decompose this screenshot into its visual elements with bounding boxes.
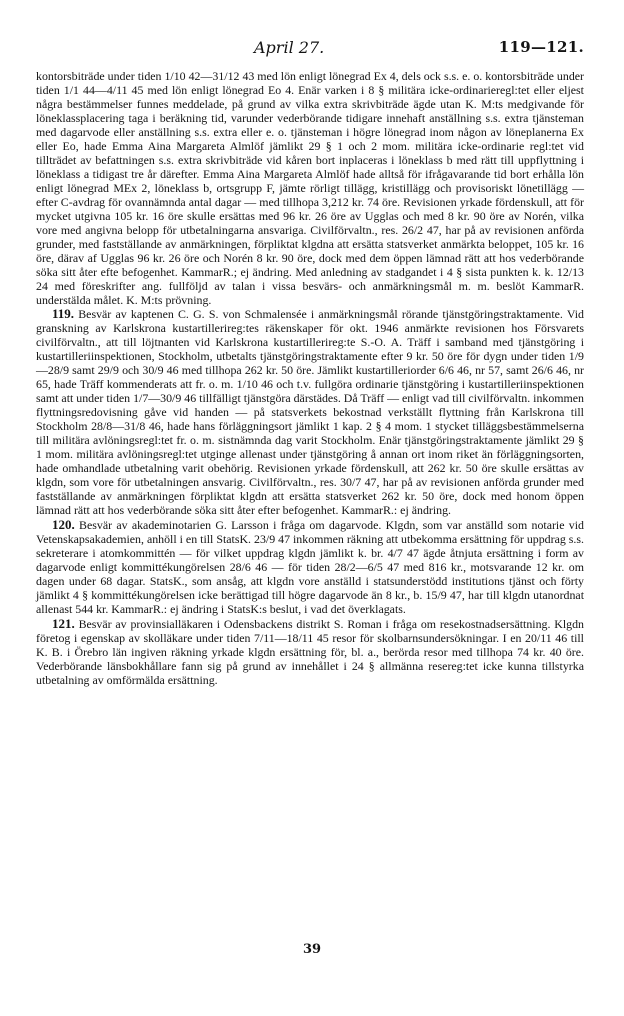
entry-text: Besvär av akademinotarien G. Larsson i fråga om dagarvode. Klgdn, som var anställd som notarie vid Vetenskapsakademien, anhöll i en till StatsK. 23/9 47 inkommen räkning att utbekomma ersättning för uppdrag s.s. sekreterare i atomkommittén — för vilket uppdrag klgdn jämlikt k. br. 4/7 47 ägde åtnjuta ersättning i form av dagarvode enligt kommittékungörelsen 28/6 46 — för tiden 28/2—6/5 47 med 816 kr., motsvarande 12 kr. om dagen under 68 dagar. StatsK., som ansåg, att klgdn vore anställd i statsunderstödd institutions tjänst och förty jämlikt 4 § kommittékungörelsen icke berättigad till högre dagarvode än 8 kr., b. 15/9 47, har till klgdn utanordnat allenast 544 kr. KammarR.: ej ändring i StatsK:s beslut, i vad det överklagats. bbox=[36, 518, 584, 616]
entry-text: Besvär av kaptenen C. G. S. von Schmalensée i anmärkningsmål rörande tjänstgöringstraktamente. Vid granskning av Karlskrona kustartillerireg:tes räkenskaper för okt. 1946 anmärkte revisionen hos Försvarets civilförvaltn., att till löjtnanten vid Karlskrona kustartillerireg:te S.-O. A. Träff i samband med tjänstgöring i kustartilleriinspektionen, Stockholm, utbetalts tjänstgöringstraktamente efter 9 kr. 50 öre för dygn under tiden 1/9—28/9 samt 29/9 och 30/9 46 med tillhopa 262 kr. 50 öre. Jämlikt kustartilleriorder 6/6 46, nr 57, samt 26/6 46, nr 65, hade Träff kommenderats att fr. o. m. 1/10 46 och t.v. fullgöra ordinarie tjänstgöring i kustartilleriinspektionen samt att under tiden 1/7—30/9 46 tillfälligt tjänstgöra därstädes. Då Träff — enligt vad till civilförvaltn. inkommen flyttningsredovisning gåve vid handen — på statsverkets bekostnad verkställt flyttning från Karlskrona till Stockholm 28/8—31/8 46, hade hans förläggningsort jämlikt 1 kap. 2 § 4 mom. 1 stycket tilläggsbestämmelserna till militära avlöningsregl:tet fr. o. m. sistnämnda dag varit Stockholm. Enär tjänstgöringstraktamente jämlikt 29 § 1 mom. militära avlöningsregl:tet utginge allenast under tjänstgöring å annan ort inom riket än förläggningsorten, hade omhandlade utbetalning varit obehörig. Revisionen yrkade fördenskull, att 262 kr. 50 öre skulle ersättas av klgdn, som vore för utbetalningen ansvarig. Civilförvaltn., res. 30/7 47, har på av revisionen anförda grunder med fastställande av anmärkningen förpliktat klgdn att ersätta statsverket 262 kr. 50 öre, dock med honom öppen lämnad rätt att hos vederbörande söka sitt åter efter befogenhet. KammarR.: ej ändring. bbox=[36, 307, 584, 518]
entry-number: 121. bbox=[52, 615, 75, 631]
page-header bbox=[36, 38, 584, 60]
continued-paragraph: kontorsbiträde under tiden 1/10 42—31/12 43 med lön enligt lönegrad Ex 4, dels ock s.s. e. o. kontorsbiträde under tiden 1/1 44—4/11 45 med lön enligt lönegrad Eo 4. Enär varken i 8 § militära icke-ordinarieregl:tet eller eljest några bestämmelser funnes meddelade, på grund av vilka extra skrivbiträde ägde utan K. M:ts medgivande för löneklassplacering taga i beräkning tid, varunder vederbörande tidigare innehaft anställning s.s. extra tjänsteman med dagarvode eller anställning s.s. extra eller e. o. tjänsteman i högre lönegrad inom någon av löneplanerna Ex eller Eo, hade Emma Aina Margareta Almlöf jämlikt 29 § 1 och 2 mom. militära icke-ordinarie regl:tet vid tillträdet av befattningen s.s. extra skrivbiträde vid kåren bort inplaceras i löneklass b med rätt till uppflyttning i löneklass a tidigast tre år därefter. Emma Aina Margareta Almlöf hade alltså för ifrågavarande tid bort erhålla lön enligt lönegrad MEx 2, löneklass b, ortsgrupp F, jämte rörligt tillägg, kristillägg och provisoriskt lönetillägg — efter C-avdrag för ovannämnda antal dagar — med tillhopa 3,212 kr. 74 öre. Revisionen yrkade fördenskull, att för mycket utgivna 105 kr. 16 öre skulle ersättas med 96 kr. 26 öre av Ugglas och med 8 kr. 90 öre av Norén, vilka vore med angivna belopp för utbetalningarna ansvariga. Civilförvaltn., res. 26/2 47, har på av revisionen anförda grunder, med fastställande av anmärkningen, förpliktat klgdna att ersätta statsverket anmärkta beloppet, 105 kr. 16 öre, därav af Ugglas 96 kr. 26 öre och Norén 8 kr. 90 öre, dock med dem öppen lämnad rätt att hos vederbörande söka sitt åter efte befogenhet. KammarR.; ej ändring. Med anledning av stadgandet i 4 § sista punkten k. k. 12/13 24 med föreskrifter ang. fullföljd av talan i vissa besvärs- och anmärkningsmål m. m. beslöt KammarR. understälda målet. K. M:ts prövning. bbox=[36, 69, 584, 307]
page-date: April 27. bbox=[254, 38, 325, 57]
entry-number: 120. bbox=[52, 517, 75, 532]
entry-121 bbox=[36, 617, 584, 688]
entry-range: 119—121. bbox=[498, 38, 584, 56]
page-number: 39 bbox=[302, 942, 322, 957]
entry-119 bbox=[36, 307, 584, 518]
document-body bbox=[36, 70, 584, 688]
entry-number: 119. bbox=[52, 306, 75, 322]
entry-text: Besvär av provinsialläkaren i Odensbackens distrikt S. Roman i fråga om resekostnadsersättning. Klgdn företog i egenskap av skolläkare under tiden 7/11—18/11 45 resor för skolbarnsundersökningar. I en 20/11 46 till K. B. i Örebro län ingiven räkning yrkade klgdn ersättning för, bl. a., berörda resor med tillhopa 74 kr. 40 öre. Vederbörande länsbokhållare fann sig på grund av innehållet i 24 § allmänna resereg:tet icke kunna tillstyrka utbetalning av omförmälda ersättning. bbox=[36, 616, 584, 687]
entry-120 bbox=[36, 518, 584, 617]
